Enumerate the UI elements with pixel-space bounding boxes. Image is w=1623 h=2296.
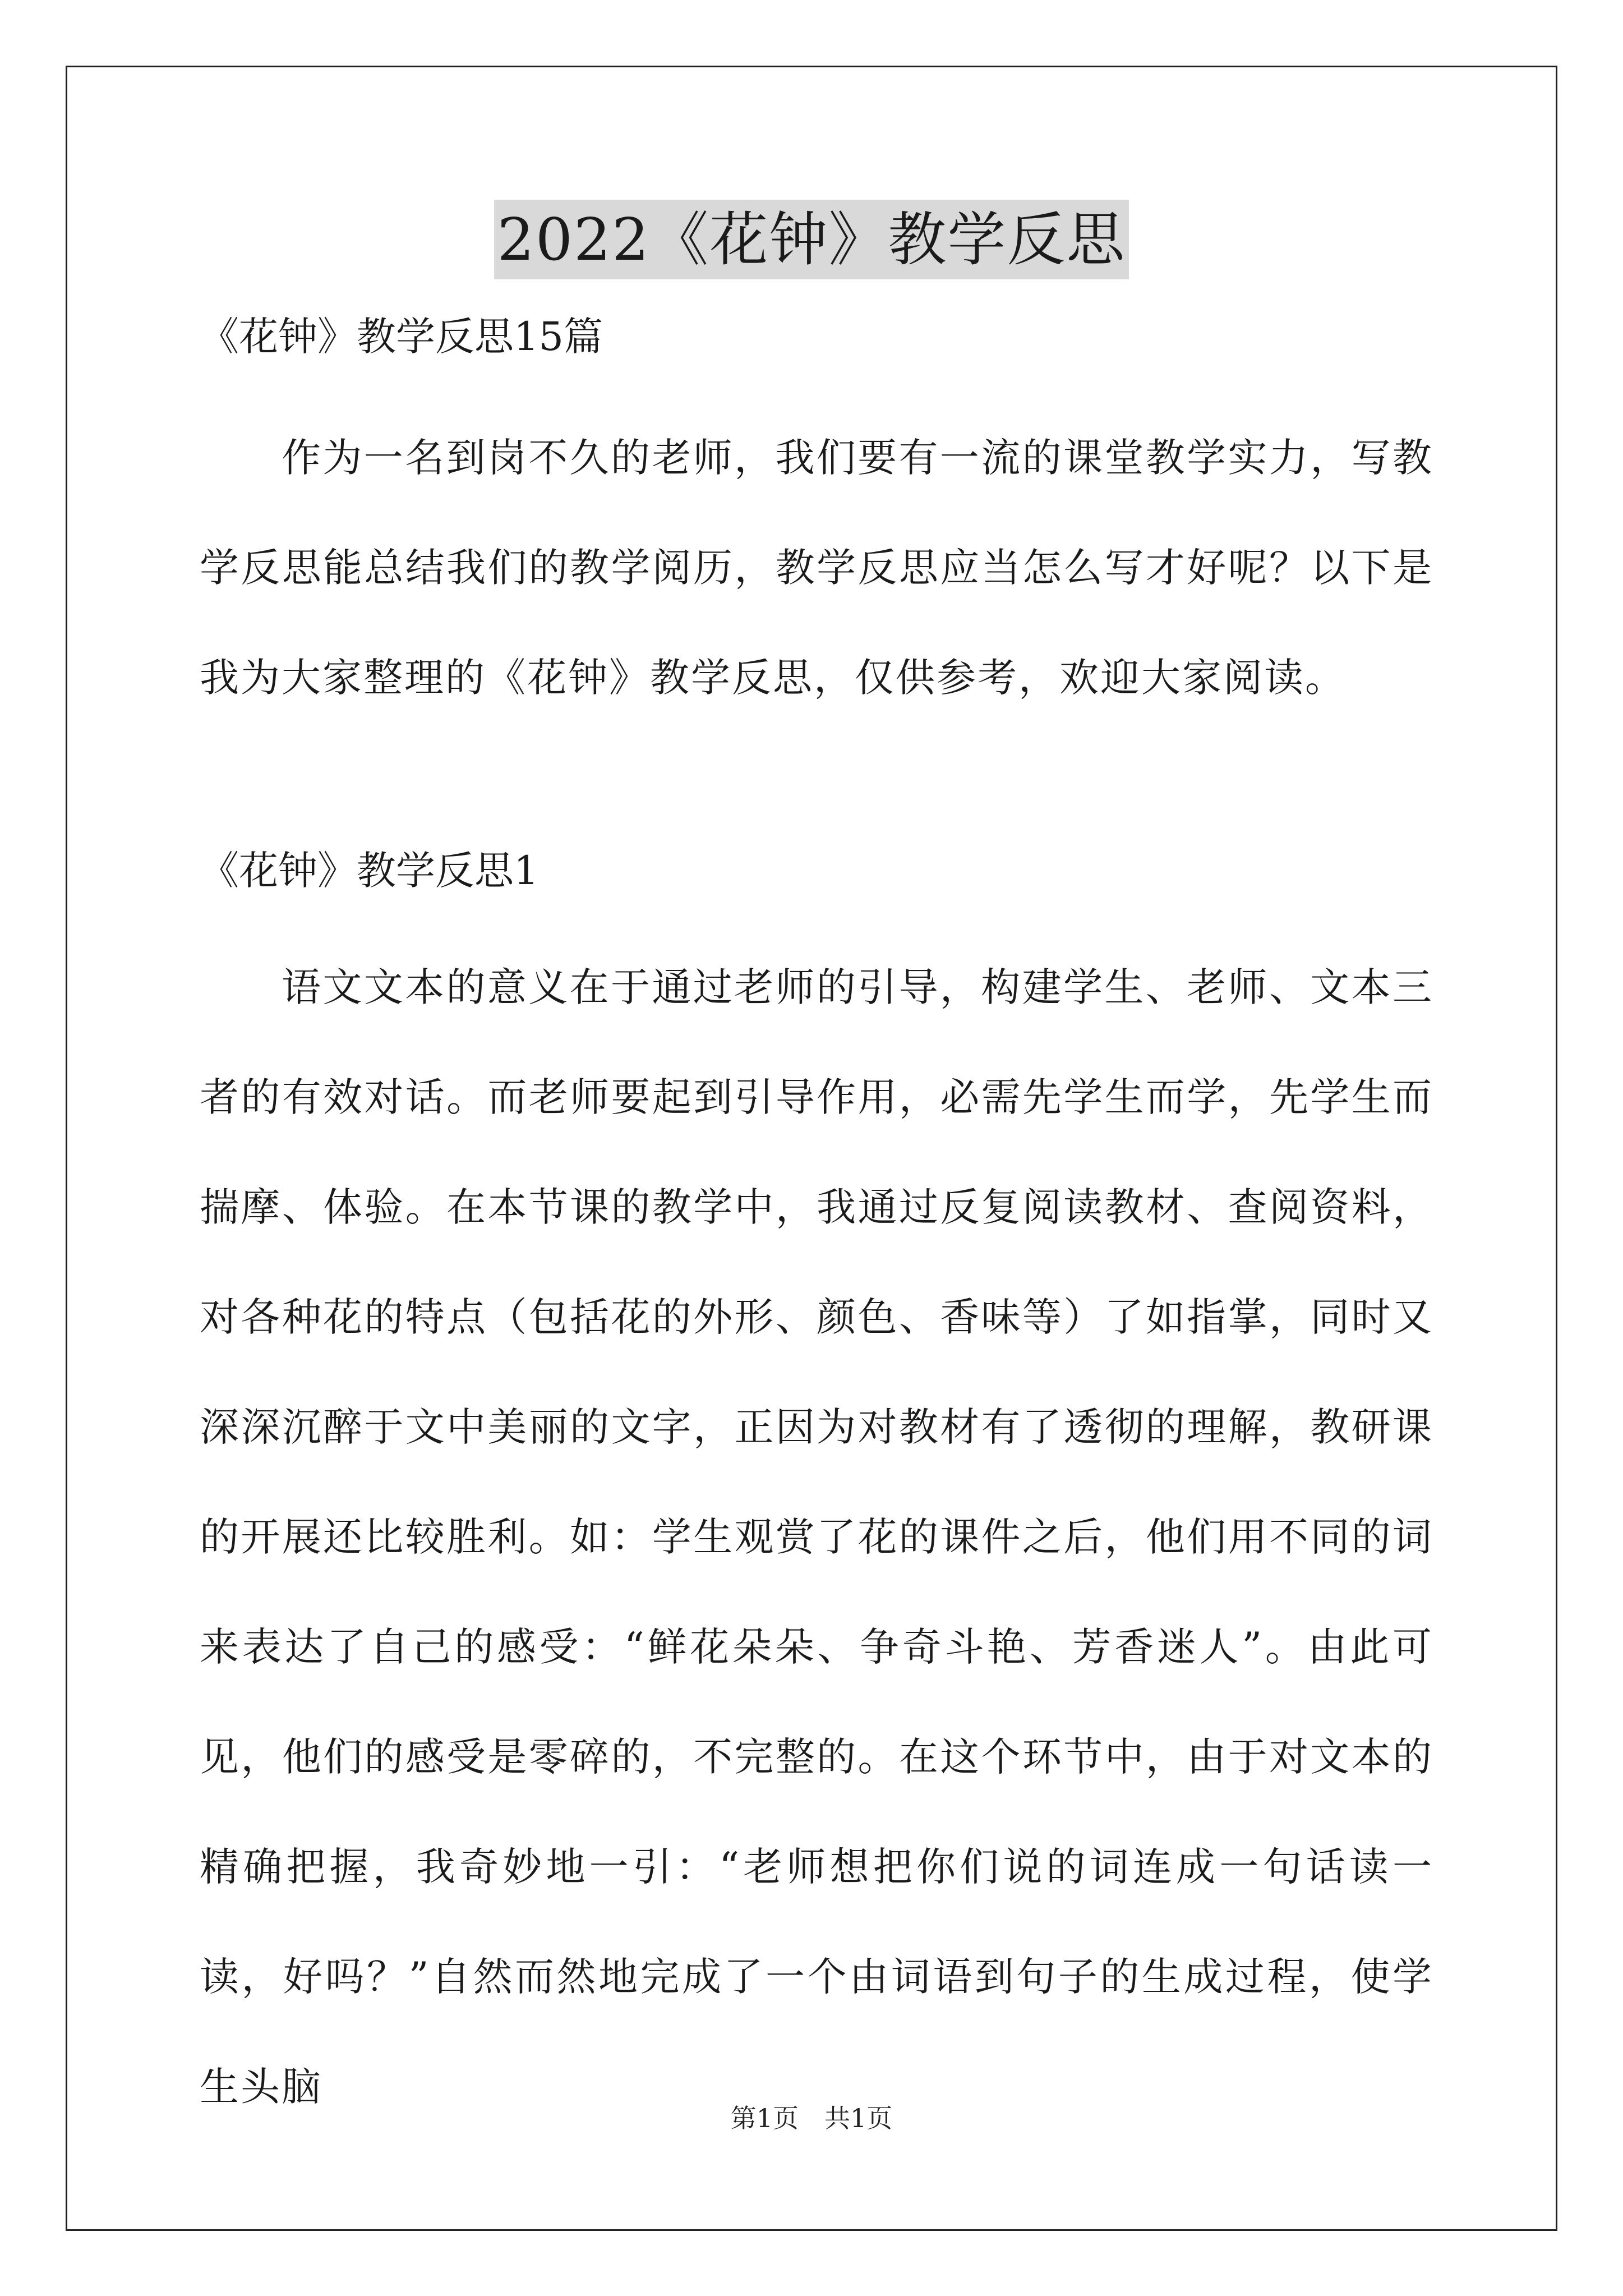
document-body bbox=[200, 303, 1433, 2142]
title-container bbox=[0, 200, 1623, 279]
section-heading: 《花钟》教学反思1 bbox=[200, 848, 539, 894]
document-title: 2022《花钟》教学反思 bbox=[494, 200, 1129, 279]
section-paragraph: 语文文本的意义在于通过老师的引导，构建学生、老师、文本三者的有效对话。而老师要起到引导作用，必需先学生而学，先学生而揣摩、体验。在本节课的教学中，我通过反复阅读教材、查阅资料，对各种花的特点（包括花的外形、颜色、香味等）了如指掌，同时又深深沉醉于文中美丽的文字，正因为对教材有了透彻的理解，教研课的开展还比较胜利。如：学生观赏了花的课件之后，他们用不同的词来表达了自己的感受：“鲜花朵朵、争奇斗艳、芳香迷人”。由此可见，他们的感受是零碎的，不完整的。在这个环节中，由于对文本的精确把握，我奇妙地一引：“老师想把你们说的词连成一句话读一读，好吗？”自然而然地完成了一个由词语到句子的生成过程，使学生头脑 bbox=[200, 964, 1433, 2110]
intro-paragraph: 作为一名到岗不久的老师，我们要有一流的课堂教学实力，写教学反思能总结我们的教学阅历，教学反思应当怎么写才好呢？以下是我为大家整理的《花钟》教学反思，仅供参考，欢迎大家阅读。 bbox=[200, 435, 1433, 701]
page-number-footer: 第1页 共1页 bbox=[730, 2103, 893, 2133]
document-subtitle: 《花钟》教学反思15篇 bbox=[200, 314, 603, 360]
